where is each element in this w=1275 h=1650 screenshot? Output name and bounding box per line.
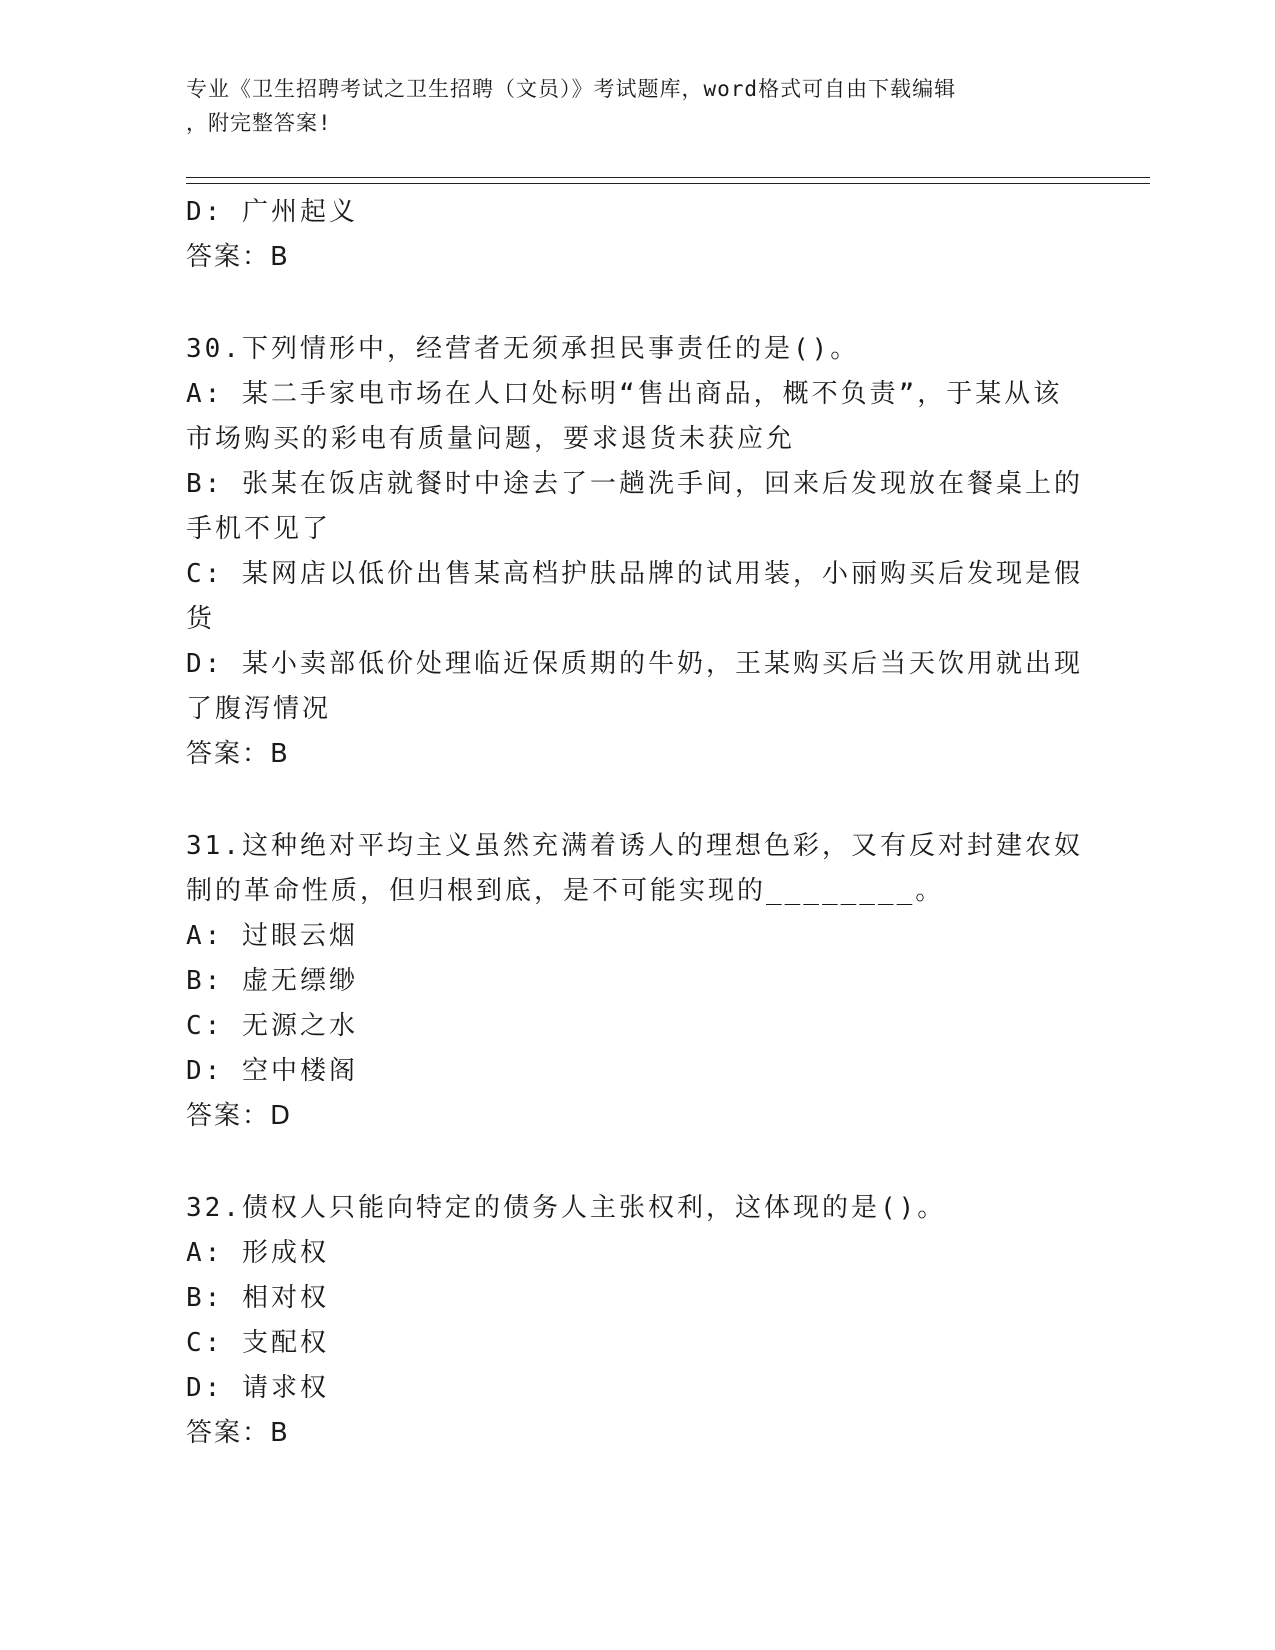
header-line-1: 专业《卫生招聘考试之卫生招聘（文员）》考试题库，word格式可自由下载编辑 — [186, 77, 957, 101]
option-d-continued: 了腹泻情况 — [186, 694, 332, 724]
option-c: C: 无源之水 — [186, 1011, 358, 1041]
option-a-continued: 市场购买的彩电有质量问题，要求退货未获应允 — [186, 424, 796, 454]
question-31 — [186, 824, 1086, 1139]
option-d: D: 某小卖部低价处理临近保质期的牛奶，王某购买后当天饮用就出现 — [186, 649, 1083, 679]
question-content — [186, 190, 1086, 1456]
answer: 答案：B — [186, 1418, 290, 1448]
option-d: D: 请求权 — [186, 1373, 329, 1403]
option-c: C: 支配权 — [186, 1328, 329, 1358]
header-line-2: ，附完整答案! — [186, 111, 332, 135]
header-rule-top — [186, 177, 1150, 178]
answer: 答案：B — [186, 739, 290, 769]
option-c: C: 某网店以低价出售某高档护肤品牌的试用装，小丽购买后发现是假 — [186, 559, 1083, 589]
option-b: B: 相对权 — [186, 1283, 329, 1313]
option-d: D: 广州起义 — [186, 197, 358, 227]
document-header — [186, 72, 1066, 140]
option-a: A: 某二手家电市场在人口处标明“售出商品，概不负责”，于某从该 — [186, 379, 1063, 409]
question-32 — [186, 1186, 1086, 1456]
question-stem-continued: 制的革命性质，但归根到底，是不可能实现的________。 — [186, 876, 945, 906]
option-c-continued: 货 — [186, 604, 216, 634]
option-b: B: 虚无缥缈 — [186, 966, 358, 996]
option-b-continued: 手机不见了 — [186, 514, 332, 544]
option-a: A: 形成权 — [186, 1238, 329, 1268]
question-30 — [186, 327, 1086, 777]
header-rule-bottom — [186, 183, 1150, 184]
question-stem: 31.这种绝对平均主义虽然充满着诱人的理想色彩，又有反对封建农奴 — [186, 831, 1083, 861]
option-a: A: 过眼云烟 — [186, 921, 358, 951]
question-stem: 30.下列情形中，经营者无须承担民事责任的是()。 — [186, 334, 860, 364]
answer: 答案：D — [186, 1101, 293, 1131]
answer: 答案：B — [186, 242, 290, 272]
option-b: B: 张某在饭店就餐时中途去了一趟洗手间，回来后发现放在餐桌上的 — [186, 469, 1083, 499]
question-stem: 32.债权人只能向特定的债务人主张权利，这体现的是()。 — [186, 1193, 947, 1223]
previous-question-tail — [186, 190, 1086, 280]
option-d: D: 空中楼阁 — [186, 1056, 358, 1086]
